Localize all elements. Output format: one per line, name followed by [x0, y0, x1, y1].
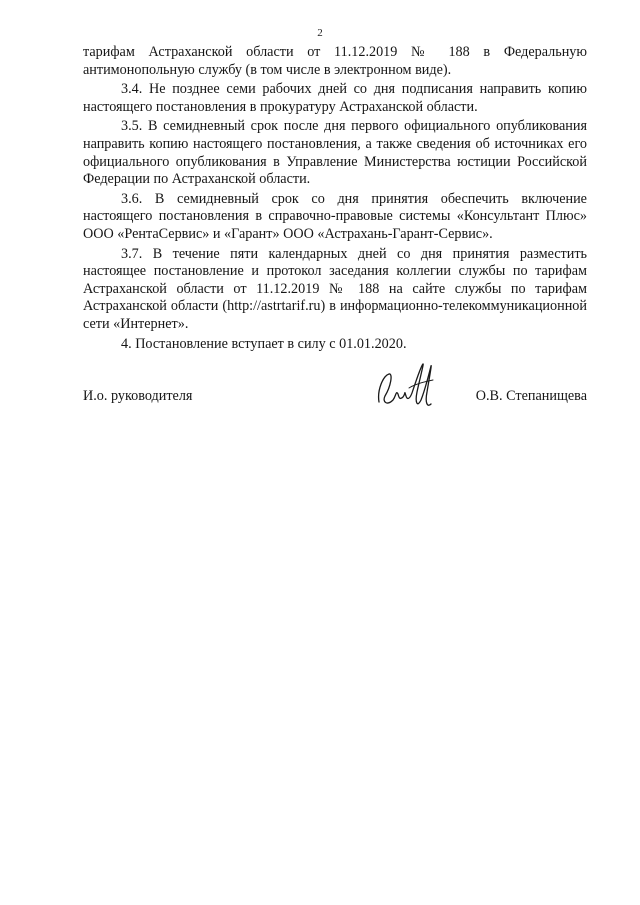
signatory-name: О.В. Степанищева: [475, 388, 587, 404]
paragraph-continuation: тарифам Астраханской области от 11.12.2019 № 188 в Федеральную антимонопольную службу (в том числе в электронном виде).: [83, 44, 587, 78]
page-number: 2: [317, 27, 323, 39]
document-body: [83, 44, 587, 355]
paragraph-3-7: 3.7. В течение пяти календарных дней со дня принятия разместить настоящее постановление и протокол заседания коллегии службы по тарифам Астраханской области от 11.12.2019 № 188 на сайте службы по тарифам Астраханской области (http://astrtarif.ru) в информационно-телекоммуникационной сети «Интернет».: [83, 245, 587, 332]
paragraph-3-4: 3.4. Не позднее семи рабочих дней со дня подписания направить копию настоящего постановления в прокуратуру Астраханской области.: [83, 81, 587, 115]
paragraph-3-5: 3.5. В семидневный срок после дня первого официального опубликования направить копию настоящего постановления, а также сведения об источниках его официального опубликования в Управление Министерства юстиции Российской Федерации по Астраханской области.: [83, 118, 587, 188]
paragraph-4: 4. Постановление вступает в силу с 01.01.2020.: [121, 335, 407, 352]
paragraph-3-6: 3.6. В семидневный срок со дня принятия обеспечить включение настоящего постановления в справочно-правовые системы «Консультант Плюс» ООО «РентаСервис» и «Гарант» ООО «Астрахань-Гарант-Сервис».: [83, 190, 587, 242]
signatory-role: И.о. руководителя: [83, 388, 193, 404]
signature-block: [83, 360, 587, 420]
handwritten-signature-icon: [373, 360, 437, 416]
